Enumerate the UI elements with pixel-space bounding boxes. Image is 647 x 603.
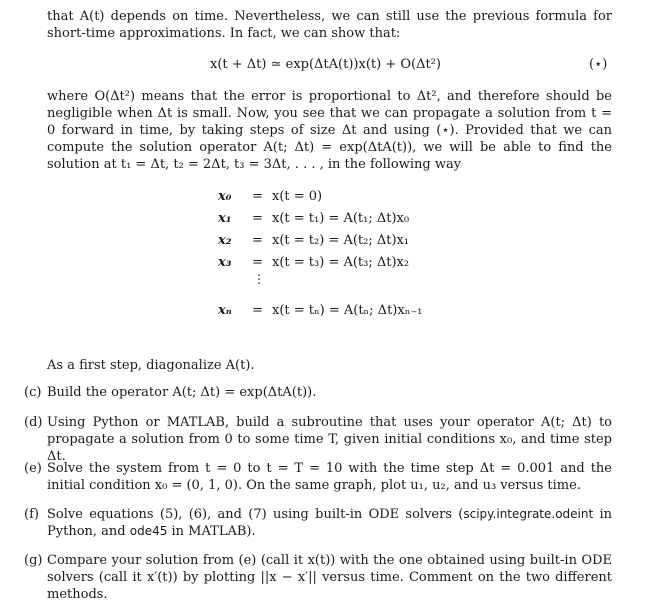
step-rhs-3: x(t = t₃) = A(t₃; Δt)x₂ — [272, 255, 410, 270]
step-lhs-n: xₙ — [218, 303, 232, 318]
item-c-label: (c) — [24, 385, 42, 400]
item-f-label: (f) — [24, 507, 39, 522]
step-lhs-2: x₂ — [218, 233, 232, 248]
item-f-text-c: in MATLAB). — [167, 524, 256, 539]
step-rhs-0: x(t = 0) — [272, 189, 323, 204]
step-rhs-1: x(t = t₁) = A(t₁; Δt)x₀ — [272, 211, 410, 226]
code-scipy-odeint: scipy.integrate.odeint — [463, 507, 594, 521]
intro-paragraph: that A(t) depends on time. Nevertheless, we can still use the previous formula for short-time approximations. In fact, we can show that: — [47, 9, 612, 41]
explanation-paragraph: where O(Δt²) means that the error is proportional to Δt², and therefore should be negligible when Δt is small. Now, you see that we can propagate a solution from t = 0 forward in time, by taking steps of size Δt and using (⋆). Provided that we can compute the solution operator A(t; Δt) = exp(ΔtA(t)), we will be able to find the solution at t₁ = Δt, t₂ = 2Δt, t₃ = 3Δt, . . . , in the following way — [47, 89, 612, 172]
step-equals-0: = — [252, 189, 263, 204]
first-step-text: As a first step, diagonalize A(t). — [47, 358, 255, 373]
step-rhs-2: x(t = t₂) = A(t₂; Δt)x₁ — [272, 233, 410, 248]
equation-star-label: (⋆) — [589, 57, 608, 72]
item-d-label: (d) — [24, 415, 43, 430]
code-ode45: ode45 — [129, 524, 168, 538]
step-rhs-n: x(t = tₙ) = A(tₙ; Δt)xₙ₋₁ — [272, 303, 423, 318]
step-equals-3: = — [252, 255, 263, 270]
equation-star: x(t + Δt) ≃ exp(ΔtA(t))x(t) + O(Δt²) — [210, 57, 441, 72]
step-lhs-0: x₀ — [218, 189, 232, 204]
item-f-text-a: Solve equations (5), (6), and (7) using built-in ODE solvers ( — [47, 507, 464, 522]
step-equals-n: = — [252, 303, 263, 318]
step-equals-2: = — [252, 233, 263, 248]
item-f-text — [47, 506, 612, 540]
item-g-text: Compare your solution from (e) (call it x(t)) with the one obtained using built-in ODE solvers (call it x′(t)) by plotting ||x − x′|| versus time. Comment on the two different methods. — [47, 553, 612, 602]
item-e-text: Solve the system from t = 0 to t = T = 10 with the time step Δt = 0.001 and the initial condition x₀ = (0, 1, 0). On the same graph, plot u₁, u₂, and u₃ versus time. — [47, 461, 612, 493]
item-d-text: Using Python or MATLAB, build a subroutine that uses your operator A(t; Δt) to propagate a solution from 0 to some time T, given initial conditions x₀, and time step Δt. — [47, 415, 612, 464]
item-f-text-b: in Python, and — [47, 507, 612, 539]
item-e-label: (e) — [24, 461, 42, 476]
step-equals-1: = — [252, 211, 263, 226]
step-lhs-1: x₁ — [218, 211, 232, 226]
item-g-label: (g) — [24, 553, 43, 568]
step-lhs-3: x₃ — [218, 255, 232, 270]
vertical-ellipsis: ⋮ — [253, 272, 265, 286]
item-c-text: Build the operator A(t; Δt) = exp(ΔtA(t)). — [47, 385, 317, 400]
